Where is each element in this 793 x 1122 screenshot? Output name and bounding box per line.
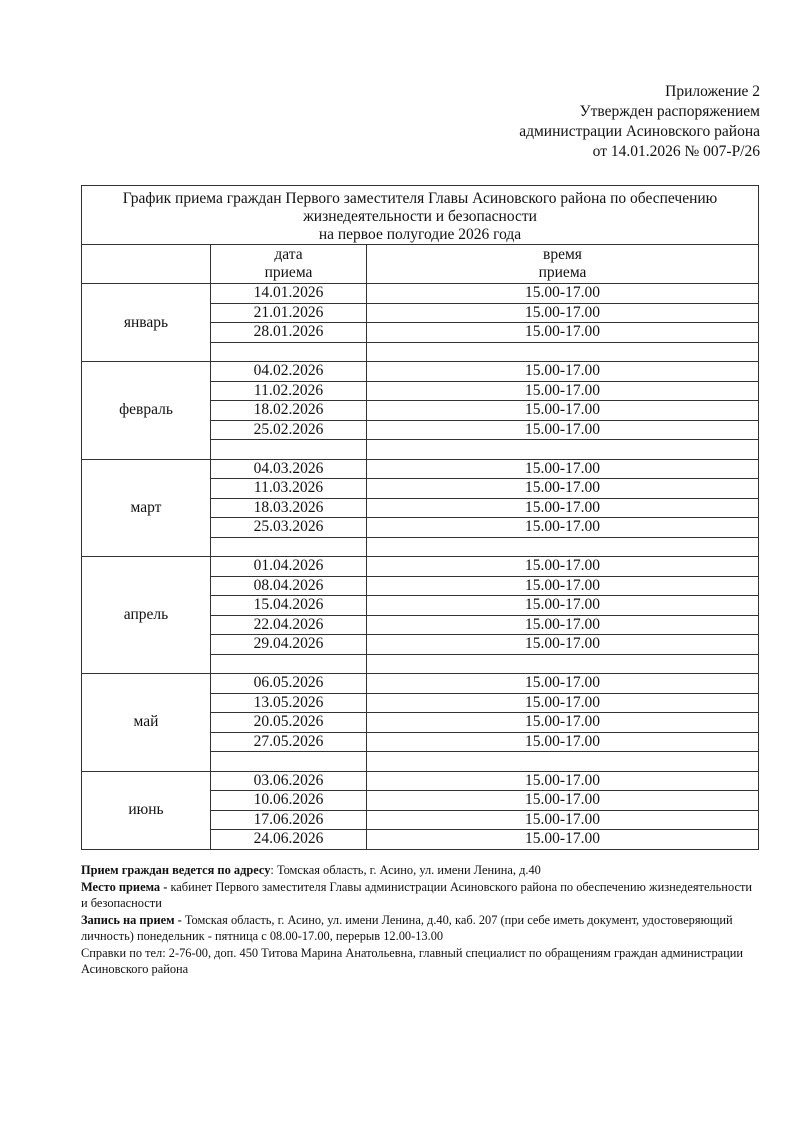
time-cell bbox=[367, 440, 759, 460]
date-cell: 25.03.2026 bbox=[211, 518, 367, 538]
note-signup bbox=[81, 912, 761, 945]
date-cell: 28.01.2026 bbox=[211, 323, 367, 343]
date-cell: 01.04.2026 bbox=[211, 557, 367, 577]
month-cell: май bbox=[82, 674, 211, 772]
title-line-2: жизнедеятельности и безопасности bbox=[303, 208, 537, 225]
place-text: кабинет Первого заместителя Главы администрации Асиновского района по обеспечению жизнедеятельности и безопасности bbox=[81, 879, 752, 910]
administration-label: администрации Асиновского района bbox=[519, 123, 760, 140]
time-cell: 15.00-17.00 bbox=[367, 732, 759, 752]
date-cell: 15.04.2026 bbox=[211, 596, 367, 616]
time-cell: 15.00-17.00 bbox=[367, 303, 759, 323]
table-row bbox=[82, 459, 759, 479]
header-time bbox=[367, 245, 759, 284]
time-cell: 15.00-17.00 bbox=[367, 615, 759, 635]
header-date bbox=[211, 245, 367, 284]
date-cell: 11.03.2026 bbox=[211, 479, 367, 499]
date-cell: 08.04.2026 bbox=[211, 576, 367, 596]
date-cell bbox=[211, 342, 367, 362]
month-cell: апрель bbox=[82, 557, 211, 674]
time-cell: 15.00-17.00 bbox=[367, 713, 759, 733]
date-cell: 18.02.2026 bbox=[211, 401, 367, 421]
month-cell: март bbox=[82, 459, 211, 557]
time-cell: 15.00-17.00 bbox=[367, 830, 759, 850]
place-label: Место приема - bbox=[81, 879, 171, 894]
table-title bbox=[82, 186, 759, 245]
time-cell: 15.00-17.00 bbox=[367, 791, 759, 811]
time-cell: 15.00-17.00 bbox=[367, 401, 759, 421]
time-cell: 15.00-17.00 bbox=[367, 362, 759, 382]
date-cell bbox=[211, 654, 367, 674]
date-cell bbox=[211, 537, 367, 557]
time-cell: 15.00-17.00 bbox=[367, 498, 759, 518]
date-cell bbox=[211, 440, 367, 460]
time-cell: 15.00-17.00 bbox=[367, 420, 759, 440]
table-row bbox=[82, 674, 759, 694]
date-cell: 17.06.2026 bbox=[211, 810, 367, 830]
title-line-3: на первое полугодие 2026 года bbox=[318, 226, 522, 243]
table-row bbox=[82, 557, 759, 577]
time-cell: 15.00-17.00 bbox=[367, 459, 759, 479]
date-cell: 24.06.2026 bbox=[211, 830, 367, 850]
time-cell bbox=[367, 654, 759, 674]
date-cell: 13.05.2026 bbox=[211, 693, 367, 713]
time-cell: 15.00-17.00 bbox=[367, 479, 759, 499]
schedule-table bbox=[81, 185, 759, 850]
table-row bbox=[82, 284, 759, 304]
note-info bbox=[81, 945, 761, 978]
date-cell: 29.04.2026 bbox=[211, 635, 367, 655]
header-date-line-1: дата bbox=[274, 246, 303, 263]
time-cell: 15.00-17.00 bbox=[367, 693, 759, 713]
time-cell: 15.00-17.00 bbox=[367, 323, 759, 343]
header-time-line-1: время bbox=[543, 246, 582, 263]
time-cell bbox=[367, 752, 759, 772]
time-cell: 15.00-17.00 bbox=[367, 635, 759, 655]
date-cell: 22.04.2026 bbox=[211, 615, 367, 635]
date-cell: 14.01.2026 bbox=[211, 284, 367, 304]
date-cell: 21.01.2026 bbox=[211, 303, 367, 323]
date-cell: 04.03.2026 bbox=[211, 459, 367, 479]
date-cell: 27.05.2026 bbox=[211, 732, 367, 752]
time-cell: 15.00-17.00 bbox=[367, 810, 759, 830]
time-cell: 15.00-17.00 bbox=[367, 674, 759, 694]
time-cell: 15.00-17.00 bbox=[367, 381, 759, 401]
title-line-1: График приема граждан Первого заместителя Главы Асиновского района по обеспечению bbox=[122, 190, 718, 207]
table-row bbox=[82, 362, 759, 382]
note-place bbox=[81, 879, 761, 912]
time-cell: 15.00-17.00 bbox=[367, 284, 759, 304]
date-cell: 20.05.2026 bbox=[211, 713, 367, 733]
header-date-line-2: приема bbox=[264, 264, 313, 281]
date-cell: 06.05.2026 bbox=[211, 674, 367, 694]
header-month bbox=[82, 245, 211, 284]
appendix-label: Приложение 2 bbox=[665, 83, 760, 100]
month-cell: февраль bbox=[82, 362, 211, 460]
note-address bbox=[81, 862, 761, 879]
time-cell: 15.00-17.00 bbox=[367, 576, 759, 596]
table-row bbox=[82, 771, 759, 791]
date-cell: 11.02.2026 bbox=[211, 381, 367, 401]
date-cell: 18.03.2026 bbox=[211, 498, 367, 518]
time-cell bbox=[367, 537, 759, 557]
info-text: Справки по тел: 2-76-00, доп. 450 Титова Марина Анатольевна, главный специалист по обращениям граждан администрации Асиновского района bbox=[81, 945, 744, 976]
time-cell: 15.00-17.00 bbox=[367, 771, 759, 791]
order-reference: от 14.01.2026 № 007-Р/26 bbox=[592, 143, 760, 160]
date-cell: 10.06.2026 bbox=[211, 791, 367, 811]
approval-block bbox=[519, 82, 760, 162]
date-cell bbox=[211, 752, 367, 772]
time-cell: 15.00-17.00 bbox=[367, 557, 759, 577]
address-text: : Томская область, г. Асино, ул. имени Ленина, д.40 bbox=[270, 863, 541, 877]
signup-text: Томская область, г. Асино, ул. имени Ленина, д.40, каб. 207 (при себе иметь документ, удостоверяющий личность) понедельник - пятница с 08.00-17.00, перерыв 12.00-13.00 bbox=[81, 912, 733, 943]
signup-label: Запись на прием - bbox=[81, 912, 185, 927]
notes-block bbox=[81, 862, 761, 978]
date-cell: 04.02.2026 bbox=[211, 362, 367, 382]
month-cell: июнь bbox=[82, 771, 211, 849]
time-cell: 15.00-17.00 bbox=[367, 596, 759, 616]
time-cell: 15.00-17.00 bbox=[367, 518, 759, 538]
header-time-line-2: приема bbox=[538, 264, 587, 281]
header-row bbox=[82, 245, 759, 284]
address-label: Прием граждан ведется по адресу bbox=[81, 863, 271, 877]
date-cell: 03.06.2026 bbox=[211, 771, 367, 791]
date-cell: 25.02.2026 bbox=[211, 420, 367, 440]
time-cell bbox=[367, 342, 759, 362]
month-cell: январь bbox=[82, 284, 211, 362]
approved-by-label: Утвержден распоряжением bbox=[579, 103, 760, 120]
